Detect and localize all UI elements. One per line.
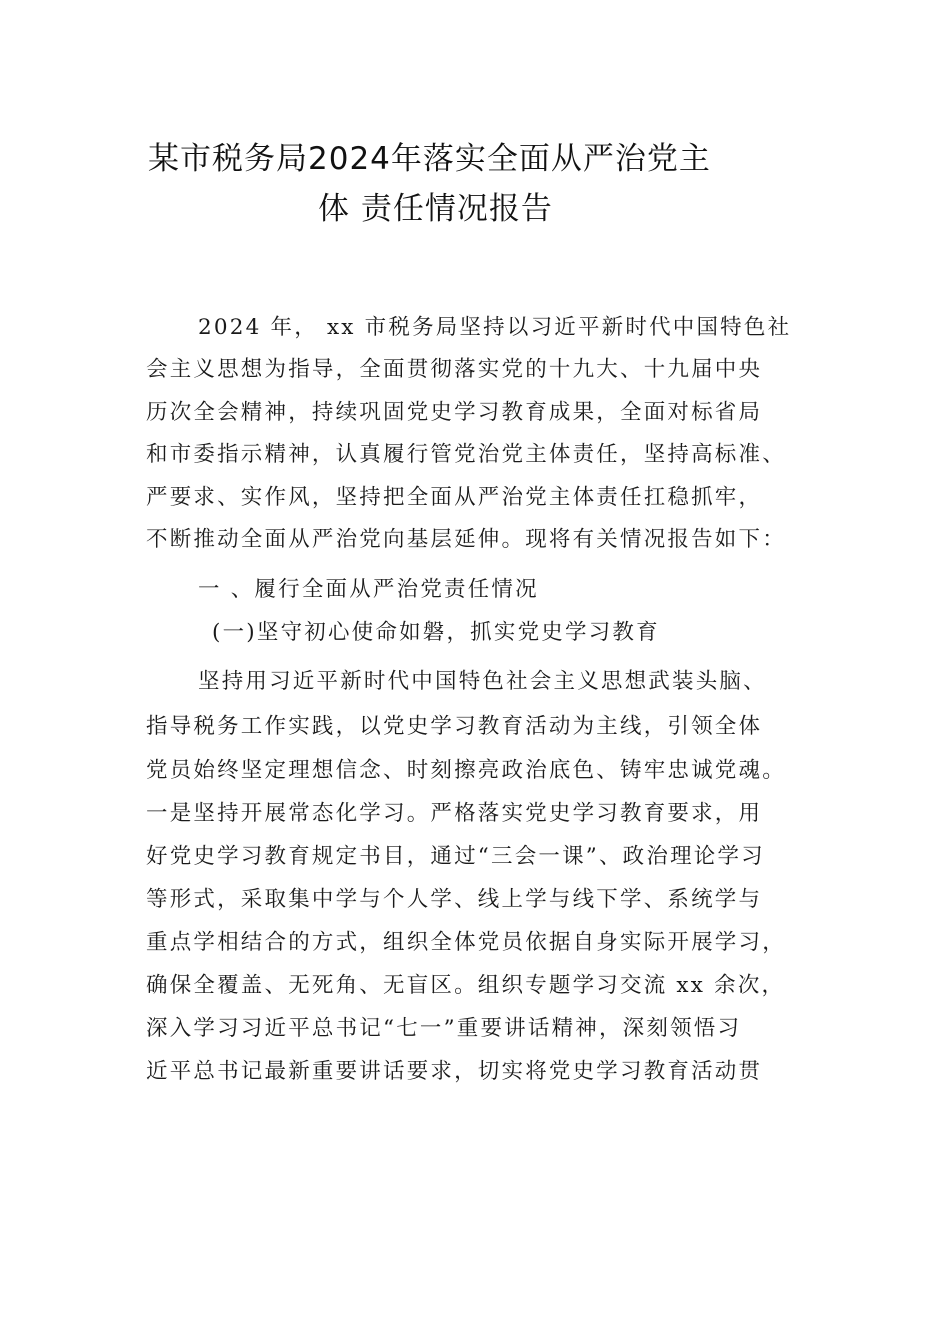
intro-paragraph-line: 和市委指示精神，认真履行管党治党主体责任，坚持高标准、 xyxy=(146,442,786,467)
body-paragraph-line: 指导税务工作实践，以党史学习教育活动为主线，引领全体 xyxy=(146,714,763,739)
subsection-heading: (一)坚守初心使命如磐，抓实党史学习教育 xyxy=(212,620,660,645)
intro-paragraph-line: 历次全会精神，持续巩固党史学习教育成果，全面对标省局 xyxy=(146,400,763,425)
body-paragraph-line: 重点学相结合的方式，组织全体党员依据自身实际开展学习， xyxy=(146,930,786,955)
document-title-line-2: 体 责任情况报告 xyxy=(318,191,553,227)
section-heading: 一 、履行全面从严治党责任情况 xyxy=(198,577,539,602)
document-title-line-1: 某市税务局2024年落实全面从严治党主 xyxy=(148,141,711,177)
body-paragraph-line: 等形式，采取集中学与个人学、线上学与线下学、系统学与 xyxy=(146,887,763,912)
body-paragraph-line: 坚持用习近平新时代中国特色社会主义思想武装头脑、 xyxy=(198,669,767,694)
body-paragraph-line: 一是坚持开展常态化学习。严格落实党史学习教育要求，用 xyxy=(146,801,763,826)
body-paragraph-line: 近平总书记最新重要讲话要求，切实将党史学习教育活动贯 xyxy=(146,1059,763,1084)
body-paragraph-line: 好党史学习教育规定书目，通过“三会一课”、政治理论学习 xyxy=(146,844,765,869)
body-paragraph-line: 确保全覆盖、无死角、无盲区。组织专题学习交流 xx 余次， xyxy=(146,973,786,998)
body-paragraph-line: 深入学习习近平总书记“七一”重要讲话精神，深刻领悟习 xyxy=(146,1016,742,1041)
intro-paragraph-line: 严要求、实作风，坚持把全面从严治党主体责任扛稳抓牢， xyxy=(146,485,763,510)
body-paragraph-line: 党员始终坚定理想信念、时刻擦亮政治底色、铸牢忠诚党魂。 xyxy=(146,758,786,783)
intro-paragraph-line: 不断推动全面从严治党向基层延伸。现将有关情况报告如下： xyxy=(146,527,786,552)
intro-paragraph-line: 2024 年， xx 市税务局坚持以习近平新时代中国特色社 xyxy=(198,315,792,340)
intro-paragraph-line: 会主义思想为指导，全面贯彻落实党的十九大、十九届中央 xyxy=(146,357,763,382)
